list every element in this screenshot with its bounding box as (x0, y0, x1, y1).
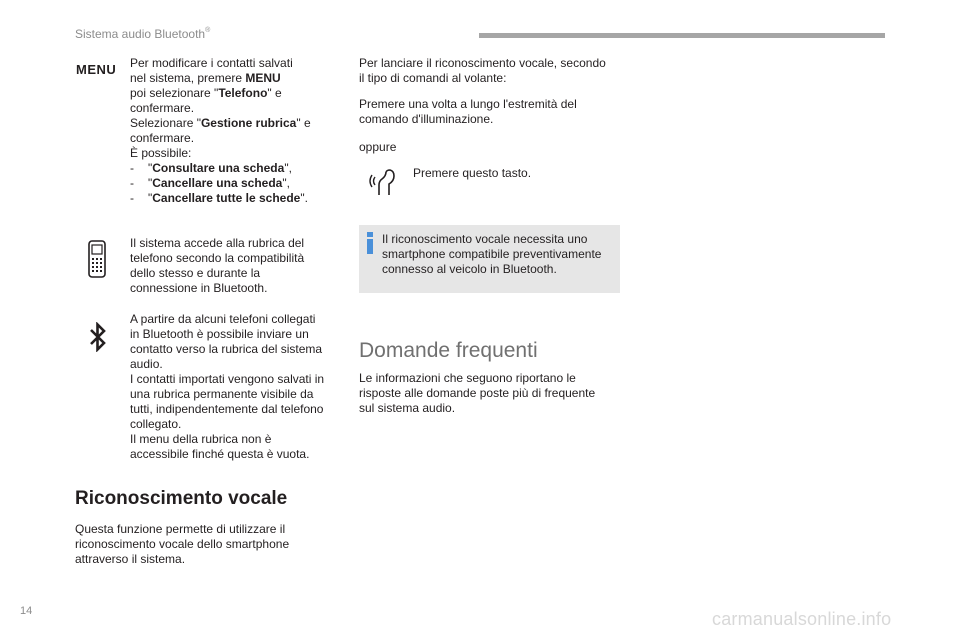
text-line: Premere una volta a lungo l'estremità del (359, 97, 577, 111)
bluetooth-paragraph (130, 312, 340, 462)
text-line: risposte alle domande poste più di frequente (359, 386, 596, 400)
text-line: Per lanciare il riconoscimento vocale, secondo (359, 56, 606, 70)
header-title-text: Sistema audio Bluetooth (75, 27, 206, 41)
text-line: riconoscimento vocale dello smartphone (75, 537, 290, 551)
text-line: Il sistema accede alla rubrica del (130, 236, 305, 250)
text-line: in Bluetooth è possibile inviare un (130, 327, 309, 341)
menu-line: confermare. (130, 101, 195, 115)
menu-line: nel sistema, premere MENU (130, 71, 281, 85)
menu-line: Per modificare i contatti salvati (130, 56, 293, 70)
text-line: Le informazioni che seguono riportano le (359, 371, 576, 385)
page-number: 14 (20, 605, 33, 617)
telefono-keyword: Telefono (218, 86, 268, 100)
page-header-title (75, 27, 210, 42)
text-line: audio. (130, 357, 163, 371)
voice-button-text: Premere questo tasto. (413, 166, 532, 180)
section-heading-voice: Riconoscimento vocale (75, 488, 288, 509)
text-line: sul sistema audio. (359, 401, 456, 415)
text-line: smartphone compatibile preventivamente (382, 247, 602, 261)
section-heading-faq: Domande frequenti (359, 339, 538, 362)
voice-button-icon (367, 168, 399, 198)
text-line: Il riconoscimento vocale necessita uno (382, 232, 588, 246)
text-line: contatto verso la rubrica del sistema (130, 342, 323, 356)
voice-intro-paragraph (359, 56, 629, 86)
oppure-text: oppure (359, 140, 397, 154)
info-text (382, 232, 617, 277)
phone-paragraph (130, 236, 340, 296)
text-line: A partire da alcuni telefoni collegati (130, 312, 316, 326)
option-item: - "Consultare una scheda", (130, 161, 292, 175)
bluetooth-icon (88, 322, 108, 352)
press-paragraph (359, 97, 629, 127)
text-line: attraverso il sistema. (75, 552, 186, 566)
voice-paragraph (75, 522, 335, 567)
menu-line: confermare. (130, 131, 195, 145)
text-line: dello stesso e durante la (130, 266, 261, 280)
text-line: Il menu della rubrica non è (130, 432, 272, 446)
text-line: I contatti importati vengono salvati in (130, 372, 325, 386)
gestione-rubrica-keyword: Gestione rubrica (200, 116, 297, 130)
info-icon (366, 232, 374, 254)
menu-instructions (130, 56, 340, 206)
watermark: carmanualsonline.info (712, 609, 892, 629)
text-line: comando d'illuminazione. (359, 112, 494, 126)
voice-section (75, 488, 335, 510)
text-line: connesso al veicolo in Bluetooth. (382, 262, 557, 276)
text-line: collegato. (130, 417, 182, 431)
registered-mark: ® (205, 27, 211, 34)
menu-button-icon: MENU (76, 62, 117, 77)
menu-line: Selezionare "Gestione rubrica" e (130, 116, 311, 130)
text-line: connessione in Bluetooth. (130, 281, 268, 295)
text-line: Questa funzione permette di utilizzare il (75, 522, 286, 536)
text-line: una rubrica permanente visibile da (130, 387, 314, 401)
faq-paragraph (359, 371, 629, 416)
menu-keyword: MENU (245, 71, 281, 85)
text-line: telefono secondo la compatibilità (130, 251, 305, 265)
menu-line: poi selezionare "Telefono" e (130, 86, 282, 100)
header-bar (479, 33, 885, 38)
text-line: il tipo di comandi al volante: (359, 71, 507, 85)
faq-section (359, 339, 629, 363)
option-item: - "Cancellare una scheda", (130, 176, 290, 190)
text-line: tutti, indipendentemente dal telefono (130, 402, 324, 416)
phone-icon (86, 240, 108, 278)
option-item: - "Cancellare tutte le schede". (130, 191, 308, 205)
text-line: accessibile finché questa è vuota. (130, 447, 310, 461)
menu-line: È possibile: (130, 146, 192, 160)
